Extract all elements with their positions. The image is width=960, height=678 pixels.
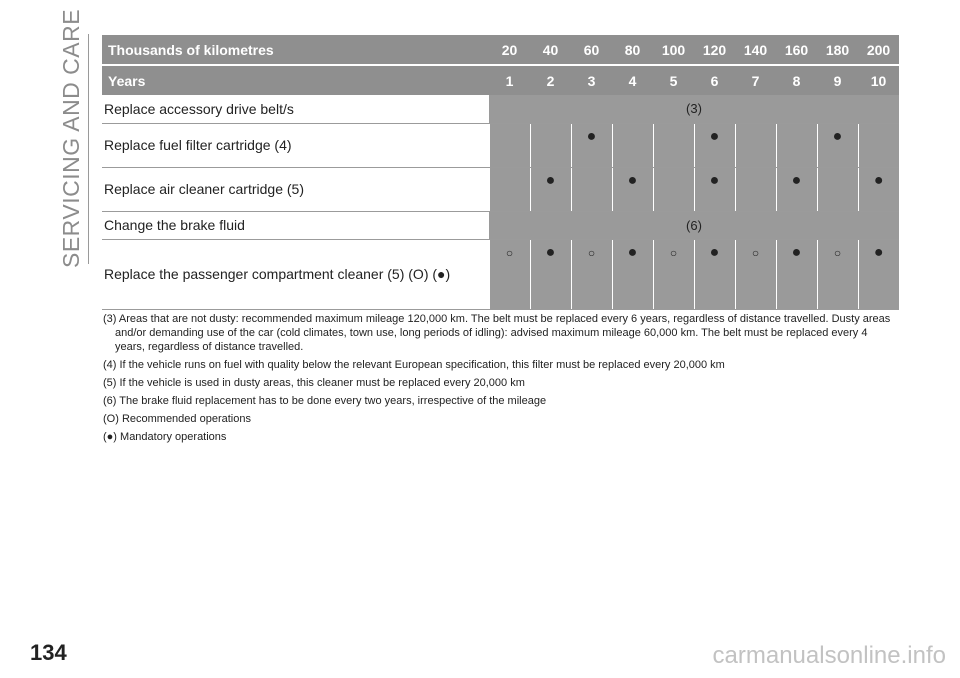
- table-row: [102, 123, 899, 167]
- schedule-cell: [530, 123, 571, 167]
- schedule-cell: [653, 167, 694, 211]
- schedule-cell: [612, 239, 653, 309]
- footnotes: [103, 312, 893, 448]
- schedule-cell: [694, 239, 735, 309]
- schedule-cell: [612, 167, 653, 211]
- operation-label: Change the brake fluid: [102, 211, 489, 239]
- km-header-cell: 100: [653, 35, 694, 65]
- mandatory-dot: ●: [545, 243, 556, 261]
- km-header-cell: 160: [776, 35, 817, 65]
- operation-label: Replace fuel filter cartridge (4): [102, 123, 489, 167]
- operation-label: Replace the passenger compartment cleaner (5) (O) (●): [102, 239, 489, 309]
- year-header-cell: 9: [817, 65, 858, 95]
- mandatory-dot: ●: [791, 243, 802, 261]
- schedule-cell: [489, 167, 530, 211]
- footnote: [103, 412, 893, 426]
- mandatory-dot: ●: [832, 127, 843, 145]
- km-header-cell: 200: [858, 35, 899, 65]
- schedule-cell: [776, 167, 817, 211]
- footnote-continuation: and/or demanding use of the car (cold climates, town use, long periods of idling): advised maximum mileage 60,000 km. The belt must be replaced every 4 years, regardless of distance travelled.: [115, 327, 868, 353]
- year-header-cell: 6: [694, 65, 735, 95]
- schedule-cell: [489, 123, 530, 167]
- schedule-cell: [694, 123, 735, 167]
- schedule-cell: [735, 167, 776, 211]
- mandatory-dot: ●: [791, 171, 802, 189]
- schedule-cell: [858, 167, 899, 211]
- schedule-cell: [571, 239, 612, 309]
- table-row: [102, 211, 899, 239]
- schedule-cell: [530, 167, 571, 211]
- mandatory-dot: ●: [709, 171, 720, 189]
- schedule-cell: [653, 123, 694, 167]
- recommended-circle: ○: [751, 245, 760, 260]
- schedule-cell: [776, 239, 817, 309]
- section-title-vertical: SERVICING AND CARE: [58, 8, 84, 268]
- operation-label: Replace accessory drive belt/s: [102, 95, 489, 123]
- mandatory-dot: ●: [709, 243, 720, 261]
- footnote-text: (6) The brake fluid replacement has to be done every two years, irrespective of the mileage: [103, 395, 547, 407]
- schedule-cell: [858, 123, 899, 167]
- mandatory-dot: ●: [627, 171, 638, 189]
- km-header-cell: 20: [489, 35, 530, 65]
- page-number: 134: [30, 640, 67, 665]
- schedule-cell: [858, 239, 899, 309]
- schedule-cell: [735, 123, 776, 167]
- mandatory-dot: ●: [586, 127, 597, 145]
- schedule-cell: [817, 239, 858, 309]
- schedule-cell: [694, 167, 735, 211]
- watermark: carmanualsonline.info: [712, 642, 946, 669]
- footnote: [103, 376, 893, 390]
- km-header-cell: 120: [694, 35, 735, 65]
- year-header-cell: 1: [489, 65, 530, 95]
- year-header-cell: 8: [776, 65, 817, 95]
- span-note-cell: (6): [489, 211, 899, 239]
- mandatory-dot: ●: [873, 171, 884, 189]
- footnote-text: (4) If the vehicle runs on fuel with quality below the relevant European specification, this filter must be replaced every 20,000 km: [103, 359, 725, 371]
- schedule-cell: [571, 167, 612, 211]
- recommended-circle: ○: [669, 245, 678, 260]
- footnote: [103, 312, 893, 354]
- footnote-text: (O) Recommended operations: [103, 413, 251, 425]
- km-header-cell: 60: [571, 35, 612, 65]
- schedule-cell: [653, 239, 694, 309]
- km-header-cell: 40: [530, 35, 571, 65]
- schedule-cell: [735, 239, 776, 309]
- schedule-cell: [612, 123, 653, 167]
- table-row: [102, 167, 899, 211]
- span-note-cell: (3): [489, 95, 899, 123]
- year-header-cell: 2: [530, 65, 571, 95]
- recommended-circle: ○: [587, 245, 596, 260]
- mandatory-dot: ●: [709, 127, 720, 145]
- km-header-cell: 140: [735, 35, 776, 65]
- footnote-text: (●) Mandatory operations: [103, 431, 227, 443]
- years-header-label: Years: [102, 65, 489, 95]
- operation-label: Replace air cleaner cartridge (5): [102, 167, 489, 211]
- km-header-cell: 180: [817, 35, 858, 65]
- schedule-cell: [571, 123, 612, 167]
- km-header-label: Thousands of kilometres: [102, 35, 489, 65]
- header-row-years: [102, 65, 899, 95]
- year-header-cell: 5: [653, 65, 694, 95]
- table-row: [102, 95, 899, 123]
- section-divider: [88, 34, 89, 264]
- schedule-cell: [817, 167, 858, 211]
- recommended-circle: ○: [505, 245, 514, 260]
- table-row: [102, 239, 899, 309]
- year-header-cell: 4: [612, 65, 653, 95]
- maintenance-schedule-table: [102, 35, 899, 310]
- year-header-cell: 10: [858, 65, 899, 95]
- footnote-text: (3) Areas that are not dusty: recommended maximum mileage 120,000 km. The belt must be replaced every 6 years, regardless of distance travelled. Dusty areas: [103, 313, 891, 325]
- year-header-cell: 7: [735, 65, 776, 95]
- km-header-cell: 80: [612, 35, 653, 65]
- schedule-cell: [776, 123, 817, 167]
- footnote-text: (5) If the vehicle is used in dusty areas, this cleaner must be replaced every 20,000 km: [103, 377, 525, 389]
- mandatory-dot: ●: [627, 243, 638, 261]
- footnote: [103, 430, 893, 444]
- header-row-km: [102, 35, 899, 65]
- recommended-circle: ○: [833, 245, 842, 260]
- footnote: [103, 394, 893, 408]
- schedule-cell: [530, 239, 571, 309]
- schedule-cell: [817, 123, 858, 167]
- mandatory-dot: ●: [545, 171, 556, 189]
- footnote: [103, 358, 893, 372]
- schedule-cell: [489, 239, 530, 309]
- year-header-cell: 3: [571, 65, 612, 95]
- mandatory-dot: ●: [873, 243, 884, 261]
